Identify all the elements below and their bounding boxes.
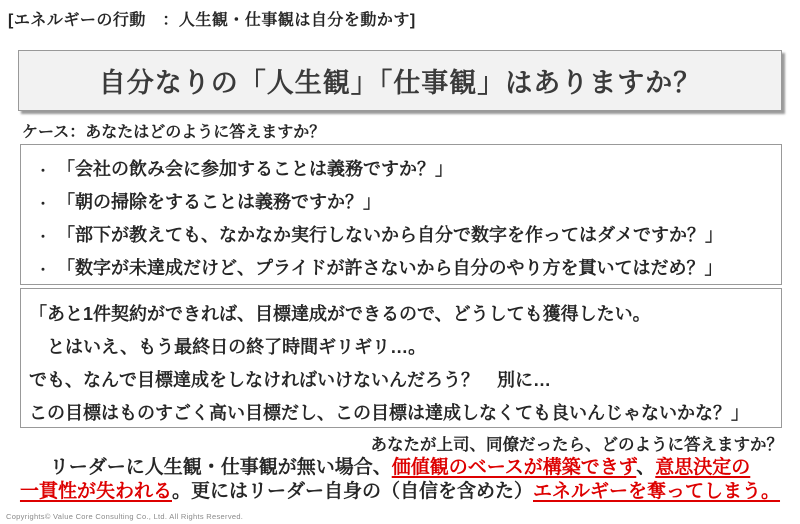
conclusion-line	[0, 480, 800, 504]
case-label: ケース：あなたはどのように答えますか？	[22, 124, 326, 141]
conclusion-segment: 意思決定の	[655, 457, 751, 478]
title-box	[18, 50, 782, 111]
monologue-line: この目標はものすごく高い目標だし、この目標は達成しなくても良いんじゃないかな？」	[29, 403, 749, 423]
conclusion-segment: 一貫性が失われる	[19, 480, 172, 502]
conclusion-line	[0, 456, 800, 480]
question-text: 「朝の掃除をすることは義務ですか？」	[57, 192, 381, 212]
bullet-icon: ・	[36, 196, 50, 211]
prompt-label: あなたが上司、同僚だったら、どのように答えますか？	[370, 436, 783, 454]
monologue-line: 「あと1件契約ができれば、目標達成ができるので、どうしても獲得したい。	[29, 304, 651, 324]
conclusion-text	[0, 456, 800, 503]
question-text: 「部下が教えても、なかなか実行しないから自分で数字を作ってはダメですか？」	[57, 225, 723, 245]
bullet-icon: ・	[36, 262, 50, 277]
conclusion-segment: 価値観のベースが構築できず	[391, 457, 637, 478]
conclusion-segment: 、	[636, 457, 656, 478]
questions-box	[20, 144, 782, 285]
list-item	[29, 155, 771, 188]
page-title: 自分なりの「人生観」「仕事観」はありますか？	[98, 68, 702, 98]
conclusion-segment: 。更にはリーダー自身の（自信を含めた）	[171, 480, 533, 502]
copyright-label: Copyrights© Value Core Consulting Co., Ltd. All Rights Reserved.	[6, 512, 244, 521]
conclusion-segment: エネルギーを奪ってしまう。	[533, 480, 781, 502]
question-text: 「数字が未達成だけど、プライドが許さないから自分のやり方を貫いてはだめ？」	[57, 258, 723, 278]
monologue-box	[20, 288, 782, 428]
slide-header-label: [エネルギーの行動 ：人生観・仕事観は自分を動かす]	[8, 12, 416, 29]
monologue-line: でも、なんで目標達成をしなければいけないんだろう？ 別に…	[29, 370, 551, 390]
list-item	[29, 221, 771, 254]
question-text: 「会社の飲み会に参加することは義務ですか？」	[57, 159, 453, 179]
monologue-line: とはいえ、もう最終日の終了時間ギリギリ…。	[29, 337, 427, 357]
bullet-icon: ・	[36, 229, 50, 244]
bullet-icon: ・	[36, 163, 50, 178]
conclusion-segment: リーダーに人生観・仕事観が無い場合、	[49, 457, 392, 478]
list-item	[29, 188, 771, 221]
list-item	[29, 254, 771, 287]
